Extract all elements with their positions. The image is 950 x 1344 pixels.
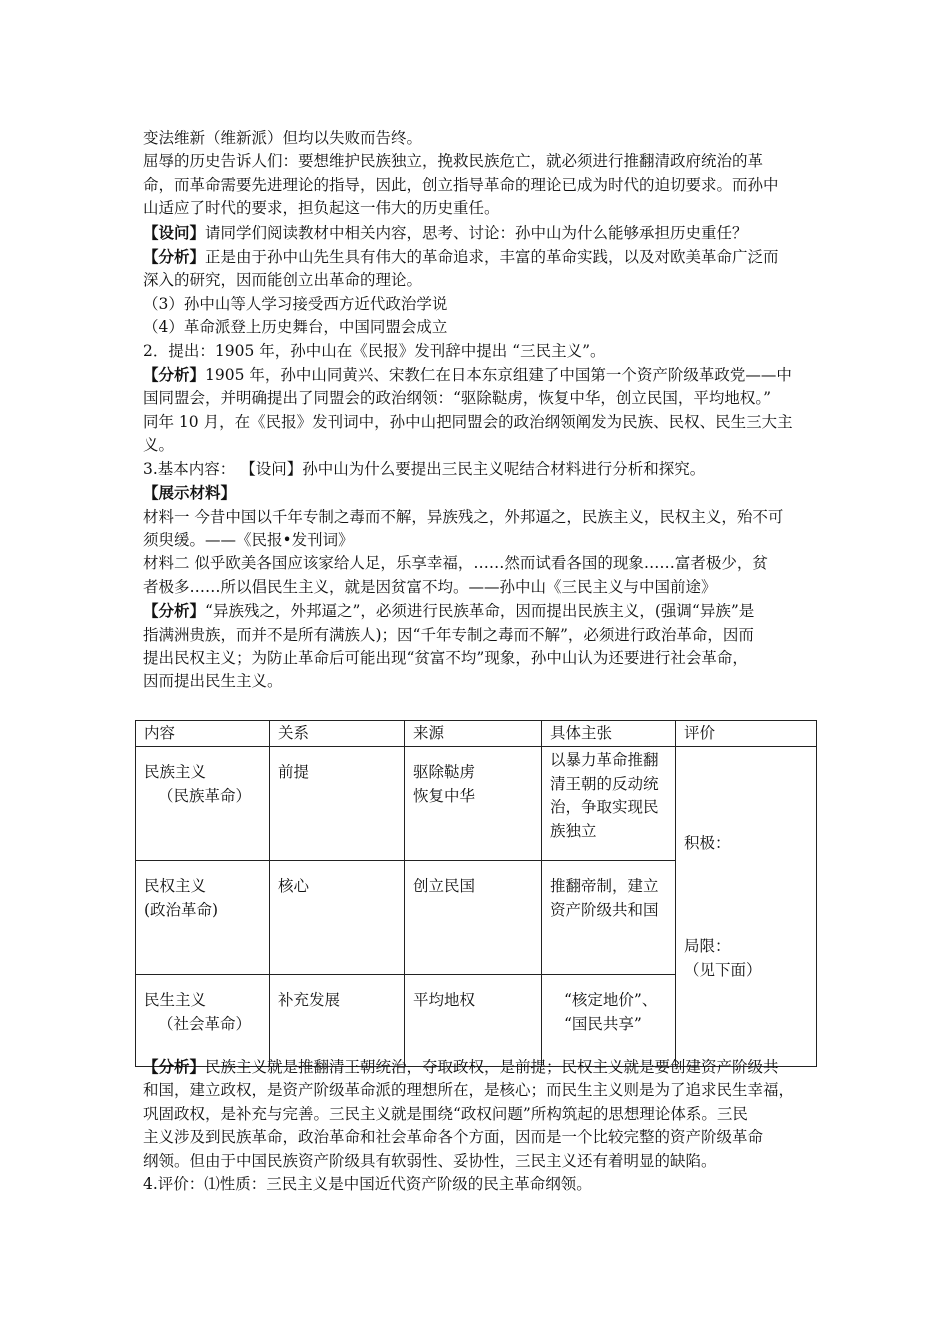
content-cell: 民生主义 （社会革命）: [136, 975, 270, 1067]
evaluation-limit: 局限：: [684, 937, 731, 956]
text-line: 屈辱的历史告诉人们：要想维护民族独立，挽救民族危亡，就必须进行推翻清政府统治的革: [143, 152, 764, 171]
claim-cell: 推翻帝制，建立 资产阶级共和国: [542, 861, 676, 975]
document-body-top: [143, 127, 818, 694]
analysis-tag: 【分析】: [143, 247, 206, 267]
analysis-tag: 【分析】: [143, 601, 206, 621]
analysis-line: 【分析】1905 年，孙中山同黄兴、宋教仁在日本东京组建了中国第一个资产阶级革政党——中: [143, 365, 792, 385]
text-line: 变法维新（维新派）但均以失败而告终。: [143, 129, 423, 147]
header-cell: 具体主张: [542, 721, 676, 747]
analysis-line: 【分析】正是由于孙中山先生具有伟大的革命追求，丰富的革命实践，以及对欧美革命广泛而: [143, 247, 779, 267]
table-row: [136, 747, 817, 861]
text-line: 国同盟会，并明确提出了同盟会的政治纲领：“驱除鞑虏，恢复中华，创立民国，平均地权。”: [143, 389, 772, 408]
text-line: 山适应了时代的要求，担负起这一伟大的历史重任。: [143, 199, 500, 218]
material-line: 须臾缓。——《民报•发刊词》: [143, 530, 354, 549]
document-body-bottom: [143, 1055, 818, 1196]
evaluation-cell: [676, 747, 817, 1067]
text-line: 指满洲贵族，而并不是所有满族人)；因“千年专制之毒而不解”，必须进行政治革命，因而: [143, 625, 754, 644]
relation-cell: 补充发展: [270, 975, 405, 1067]
text-line: 因而提出民生主义。: [143, 672, 283, 691]
analysis-line: 【分析】“异族残之，外邦逼之”，必须进行民族革命，因而提出民族主义，(强调“异族”是: [143, 601, 755, 621]
claim-cell: “核定地价”、 “国民共享”: [542, 975, 676, 1067]
text-line: 2．提出：1905 年，孙中山在《民报》发刊辞中提出 “三民主义”。: [143, 341, 606, 360]
text-line: 命，而革命需要先进理论的指导，因此，创立指导革命的理论已成为时代的迫切要求。而孙中: [143, 175, 779, 194]
content-cell: 民权主义 (政治革命): [136, 861, 270, 975]
material-heading: [143, 481, 818, 505]
source-cell: 创立民国: [405, 861, 542, 975]
evaluation-limit-note: （见下面）: [684, 960, 762, 979]
text-line: 主义涉及到民族革命，政治革命和社会革命各个方面，因而是一个比较完整的资产阶级革命: [143, 1128, 764, 1147]
text-line: 4.评价：⑴性质：三民主义是中国近代资产阶级的民主革命纲领。: [143, 1175, 592, 1194]
claim-cell: 以暴力革命推翻 清王朝的反动统 治，争取实现民 族独立: [542, 747, 676, 861]
text-line: 纲领。但由于中国民族资产阶级具有软弱性、妥协性，三民主义还有着明显的缺陷。: [143, 1151, 717, 1170]
text-line: 3.基本内容： 【设问】孙中山为什么要提出三民主义呢结合材料进行分析和探究。: [143, 459, 706, 478]
text-line: 和国，建立政权，是资产阶级革命派的理想所在，是核心；而民生主义则是为了追求民生幸福，: [143, 1081, 795, 1100]
evaluation-positive: 积极：: [684, 833, 731, 852]
material-line: 材料一 今昔中国以千年专制之毒而不解，异族残之，外邦逼之，民族主义，民权主义，殆不可: [143, 507, 784, 526]
source-cell: 驱除鞑虏 恢复中华: [405, 747, 542, 861]
text-line: 同年 10 月，在《民报》发刊词中，孙中山把同盟会的政治纲领阐发为民族、民权、民生三大主: [143, 412, 793, 431]
text-line: （4）革命派登上历史舞台，中国同盟会成立: [143, 318, 448, 337]
header-cell: 来源: [405, 721, 542, 747]
material-line: 材料二 似乎欧美各国应该家给人足，乐享幸福，……然而试看各国的现象……富者极少，贫: [143, 554, 768, 573]
table-header-row: [136, 721, 817, 747]
source-cell: 平均地权: [405, 975, 542, 1067]
header-cell: 关系: [270, 721, 405, 747]
text-line: 深入的研究，因而能创立出革命的理论。: [143, 271, 423, 290]
three-principles-table: [135, 720, 817, 1067]
header-cell: 内容: [136, 721, 270, 747]
analysis-line: 【分析】民族主义就是推翻清王朝统治，夺取政权，是前提；民权主义就是要创建资产阶级共: [143, 1057, 779, 1076]
analysis-tag: 【分析】: [143, 1057, 206, 1076]
analysis-tag: 【分析】: [143, 365, 206, 385]
material-tag: 【展示材料】: [143, 483, 237, 503]
question-line: 【设问】请同学们阅读教材中相关内容，思考、讨论：孙中山为什么能够承担历史重任？: [143, 222, 748, 242]
question-tag: 【设问】: [143, 222, 206, 242]
content-cell: 民族主义 （民族革命）: [136, 747, 270, 861]
relation-cell: 前提: [270, 747, 405, 861]
text-line: 义。: [143, 436, 175, 455]
material-line: 者极多……所以倡民生主义，就是因贫富不均。——孙中山《三民主义与中国前途》: [143, 577, 717, 596]
text-line: 提出民权主义；为防止革命后可能出现“贫富不均”现象，孙中山认为还要进行社会革命，: [143, 648, 748, 667]
relation-cell: 核心: [270, 861, 405, 975]
text-line: （3）孙中山等人学习接受西方近代政治学说: [143, 294, 448, 313]
header-cell: 评价: [676, 721, 817, 747]
text-line: 巩固政权，是补充与完善。三民主义就是围绕“政权问题”所构筑起的思想理论体系。三民: [143, 1104, 748, 1123]
